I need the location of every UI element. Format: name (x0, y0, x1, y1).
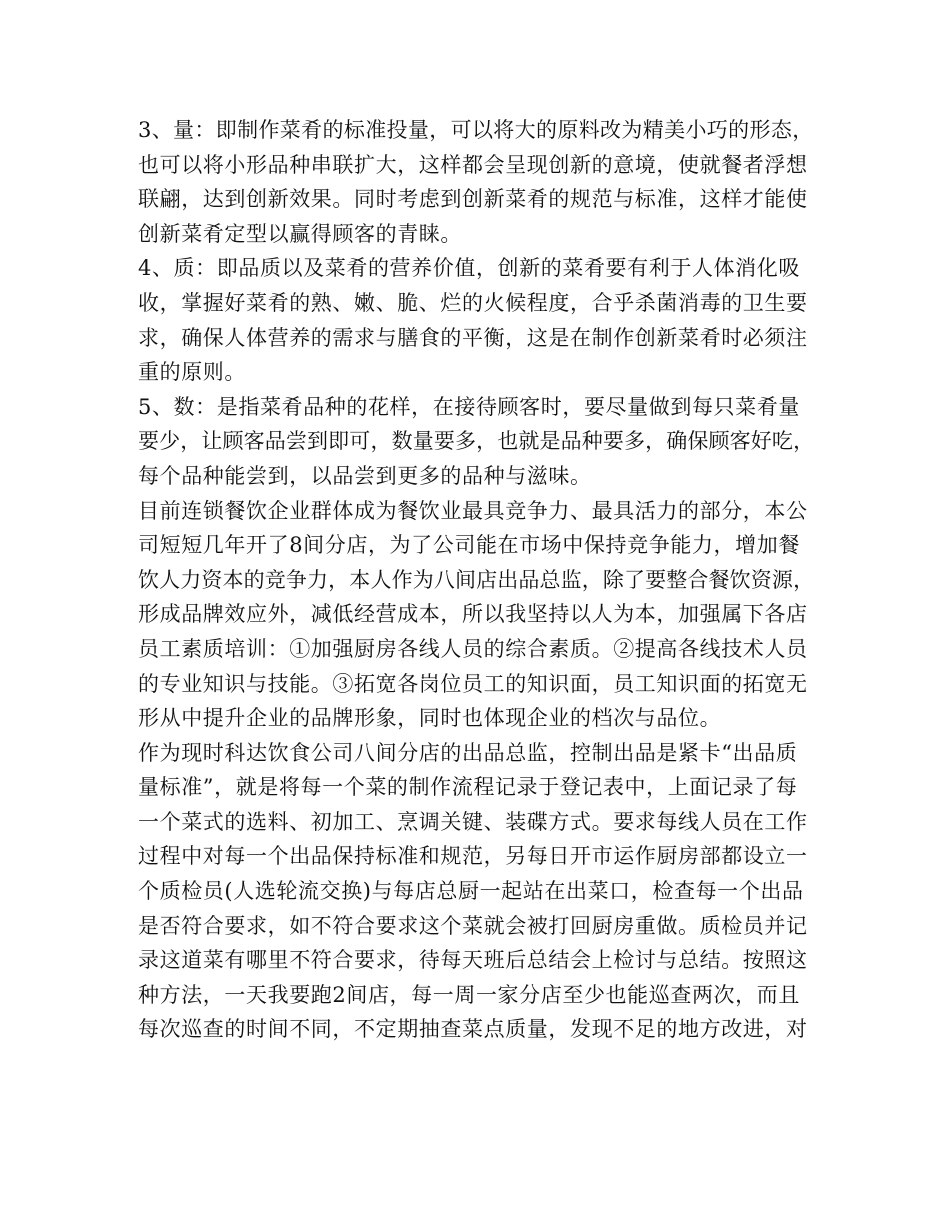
text-line: 每次巡查的时间不同，不定期抽查菜点质量，发现不足的地方改进，对 (138, 1017, 808, 1042)
document-body (138, 113, 814, 1047)
text-line: 一个菜式的选料、初加工、烹调关键、装碟方式。要求每线人员在工作 (138, 809, 808, 834)
text-line: 种方法，一天我要跑2间店，每一周一家分店至少也能巡查两次，而且 (138, 982, 800, 1007)
text-line: 收，掌握好菜肴的熟、嫩、脆、烂的火候程度，合乎杀菌消毒的卫生要 (138, 290, 808, 315)
text-line: 也可以将小形品种串联扩大，这样都会呈现创新的意境，使就餐者浮想 (138, 152, 808, 177)
text-line: 司短短几年开了8间分店，为了公司能在市场中保持竞争能力，增加餐 (138, 533, 800, 558)
text-line: 作为现时科达饮食公司八间分店的出品总监，控制出品是紧卡“出品质 (138, 740, 798, 765)
text-line: 过程中对每一个出品保持标准和规范，另每日开市运作厨房部都设立一 (138, 844, 808, 869)
text-line: 形从中提升企业的品牌形象，同时也体现企业的档次与品位。 (138, 706, 722, 731)
text-line: 联翩，达到创新效果。同时考虑到创新菜肴的规范与标准，这样才能使 (138, 187, 808, 212)
text-line: 每个品种能尝到，以品尝到更多的品种与滋味。 (138, 463, 592, 488)
text-line: 3、量：即制作菜肴的标准投量，可以将大的原料改为精美小巧的形态， (138, 118, 814, 142)
text-line: 形成品牌效应外，减低经营成本，所以我坚持以人为本，加强属下各店 (138, 602, 808, 627)
text-line: 员工素质培训：①加强厨房各线人员的综合素质。②提高各线技术人员 (138, 636, 808, 661)
text-line: 录这道菜有哪里不符合要求，待每天班后总结会上检讨与总结。按照这 (138, 948, 808, 973)
text-line: 创新菜肴定型以赢得顾客的青睐。 (138, 221, 462, 246)
text-line: 的专业知识与技能。③拓宽各岗位员工的知识面，员工知识面的拓宽无 (138, 671, 808, 696)
text-line: 4、质：即品质以及菜肴的营养价值，创新的菜肴要有利于人体消化吸 (138, 256, 800, 281)
text-line: 5、数：是指菜肴品种的花样，在接待顾客时，要尽量做到每只菜肴量 (138, 394, 800, 419)
text-line: 个质检员(人选轮流交换)与每店总厨一起站在出菜口，检查每一个出品 (138, 879, 804, 904)
text-line: 是否符合要求，如不符合要求这个菜就会被打回厨房重做。质检员并记 (138, 913, 808, 938)
text-line: 要少，让顾客品尝到即可，数量要多，也就是品种要多，确保顾客好吃， (138, 429, 815, 454)
text-line: 饮人力资本的竞争力，本人作为八间店出品总监，除了要整合餐饮资源， (138, 567, 815, 592)
text-line: 量标准”，就是将每一个菜的制作流程记录于登记表中，上面记录了每 (138, 775, 798, 800)
text-line: 目前连锁餐饮企业群体成为餐饮业最具竞争力、最具活力的部分，本公 (138, 498, 808, 523)
text-line: 求，确保人体营养的需求与膳食的平衡，这是在制作创新菜肴时必须注 (138, 325, 808, 350)
text-line: 重的原则。 (138, 360, 246, 385)
